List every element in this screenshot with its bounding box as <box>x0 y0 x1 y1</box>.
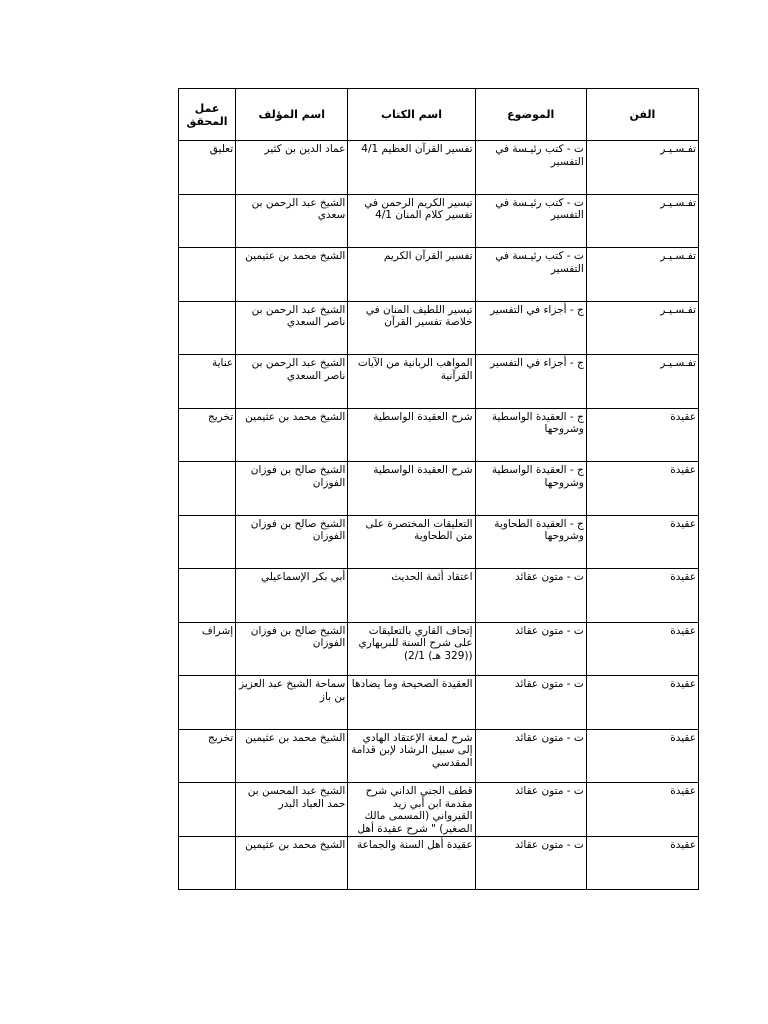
header-topic: الموضوع <box>475 89 586 141</box>
table-row <box>179 729 699 783</box>
cell-topic: ج - أجزاء في التفسير <box>475 301 586 355</box>
cell-work <box>179 194 236 248</box>
cell-field: تفـسـيـر <box>586 301 698 355</box>
table-row <box>179 676 699 730</box>
table-row <box>179 783 699 837</box>
header-row <box>179 89 699 141</box>
cell-book: تيسير الكريم الرحمن في تفسير كلام المنان 4/1 <box>348 194 475 248</box>
cell-topic: ت - كتب رئيـسة في التفسير <box>475 248 586 302</box>
cell-work: تخريج <box>179 729 236 783</box>
cell-author: الشيخ صالح بن فوزان الفوزان <box>236 515 348 569</box>
table-row <box>179 141 699 195</box>
table-row <box>179 515 699 569</box>
cell-author: الشيخ محمد بن عثيمين <box>236 408 348 462</box>
cell-work: تعليق <box>179 141 236 195</box>
cell-author: الشيخ محمد بن عثيمين <box>236 729 348 783</box>
cell-field: عقيدة <box>586 676 698 730</box>
table-row <box>179 622 699 676</box>
cell-book: اعتقاد أئمة الحديث <box>348 569 475 623</box>
cell-author: الشيخ عبد الرحمن بن ناصر السعدي <box>236 301 348 355</box>
cell-work <box>179 569 236 623</box>
table-row <box>179 836 699 889</box>
header-work: عمل المحقق <box>179 89 236 141</box>
cell-topic: ت - متون عقائد <box>475 836 586 889</box>
cell-topic: ج - العقيدة الطحاوية وشروحها <box>475 515 586 569</box>
cell-field: عقيدة <box>586 729 698 783</box>
books-table <box>178 88 699 890</box>
cell-author: عماد الدين بن كثير <box>236 141 348 195</box>
cell-field: تفـسـيـر <box>586 355 698 409</box>
cell-book: المواهب الربانية من الآيات القرآنية <box>348 355 475 409</box>
table-row <box>179 194 699 248</box>
cell-work <box>179 676 236 730</box>
cell-field: تفـسـيـر <box>586 194 698 248</box>
cell-book: قطف الجني الداني شرح مقدمة ابن أبي زيد القيرواني (المسمى مالك الصغير) " شرح عقيدة أهل <box>348 783 475 837</box>
cell-work <box>179 783 236 837</box>
cell-topic: ت - كتب رئيـسة في التفسير <box>475 141 586 195</box>
cell-work <box>179 301 236 355</box>
cell-author: الشيخ عبد المحسن بن حمد العباد البدر <box>236 783 348 837</box>
cell-field: عقيدة <box>586 515 698 569</box>
cell-topic: ت - كتب رئيـسة في التفسير <box>475 194 586 248</box>
cell-author: الشيخ محمد بن عثيمين <box>236 248 348 302</box>
cell-topic: ت - متون عقائد <box>475 676 586 730</box>
cell-author: الشيخ عبد الرحمن بن ناصر السعدي <box>236 355 348 409</box>
cell-author: الشيخ صالح بن فوزان الفوزان <box>236 462 348 516</box>
cell-work: تخريج <box>179 408 236 462</box>
table-row <box>179 408 699 462</box>
cell-author: الشيخ صالح بن فوزان الفوزان <box>236 622 348 676</box>
table-row <box>179 569 699 623</box>
cell-book: تيسير اللطيف المنان في خلاصة تفسير القرآن <box>348 301 475 355</box>
table-row <box>179 301 699 355</box>
cell-field: عقيدة <box>586 462 698 516</box>
table-row <box>179 248 699 302</box>
header-field: الفن <box>586 89 698 141</box>
cell-work: عناية <box>179 355 236 409</box>
cell-book: شرح لمعة الإعتقاد الهادي إلى سبيل الرشاد لإبن قدامة المقدسي <box>348 729 475 783</box>
cell-topic: ت - متون عقائد <box>475 569 586 623</box>
cell-field: تفـسـيـر <box>586 248 698 302</box>
cell-topic: ج - أجزاء في التفسير <box>475 355 586 409</box>
cell-field: عقيدة <box>586 622 698 676</box>
header-book: اسم الكتاب <box>348 89 475 141</box>
cell-book: شرح العقيدة الواسطية <box>348 462 475 516</box>
cell-topic: ت - متون عقائد <box>475 729 586 783</box>
cell-work <box>179 836 236 889</box>
cell-author: أبي بكر الإسماعيلي <box>236 569 348 623</box>
cell-topic: ج - العقيدة الواسطية وشروحها <box>475 462 586 516</box>
cell-work <box>179 248 236 302</box>
cell-author: الشيخ محمد بن عثيمين <box>236 836 348 889</box>
cell-book: عقيدة أهل السنة والجماعة <box>348 836 475 889</box>
table-row <box>179 462 699 516</box>
cell-field: عقيدة <box>586 408 698 462</box>
cell-book: تفسير القرآن الكريم <box>348 248 475 302</box>
cell-topic: ت - متون عقائد <box>475 622 586 676</box>
cell-author: الشيخ عبد الرحمن بن سعدي <box>236 194 348 248</box>
cell-work: إشراف <box>179 622 236 676</box>
cell-work <box>179 462 236 516</box>
cell-topic: ج - العقيدة الواسطية وشروحها <box>475 408 586 462</box>
cell-topic: ت - متون عقائد <box>475 783 586 837</box>
cell-book: تفسير القرآن العظيم 4/1 <box>348 141 475 195</box>
cell-book: التعليقات المختصرة على متن الطحاوية <box>348 515 475 569</box>
header-author: اسم المؤلف <box>236 89 348 141</box>
cell-book: إتحاف القاري بالتعليقات على شرح السنة للبربهاري ((329 هـ) 2/1) <box>348 622 475 676</box>
table-row <box>179 355 699 409</box>
cell-field: عقيدة <box>586 783 698 837</box>
cell-book: شرح العقيدة الواسطية <box>348 408 475 462</box>
cell-field: تفـسـيـر <box>586 141 698 195</box>
cell-field: عقيدة <box>586 569 698 623</box>
cell-book: العقيدة الصحيحة وما يضادها <box>348 676 475 730</box>
cell-work <box>179 515 236 569</box>
cell-field: عقيدة <box>586 836 698 889</box>
cell-author: سماحة الشيخ عبد العزيز بن باز <box>236 676 348 730</box>
